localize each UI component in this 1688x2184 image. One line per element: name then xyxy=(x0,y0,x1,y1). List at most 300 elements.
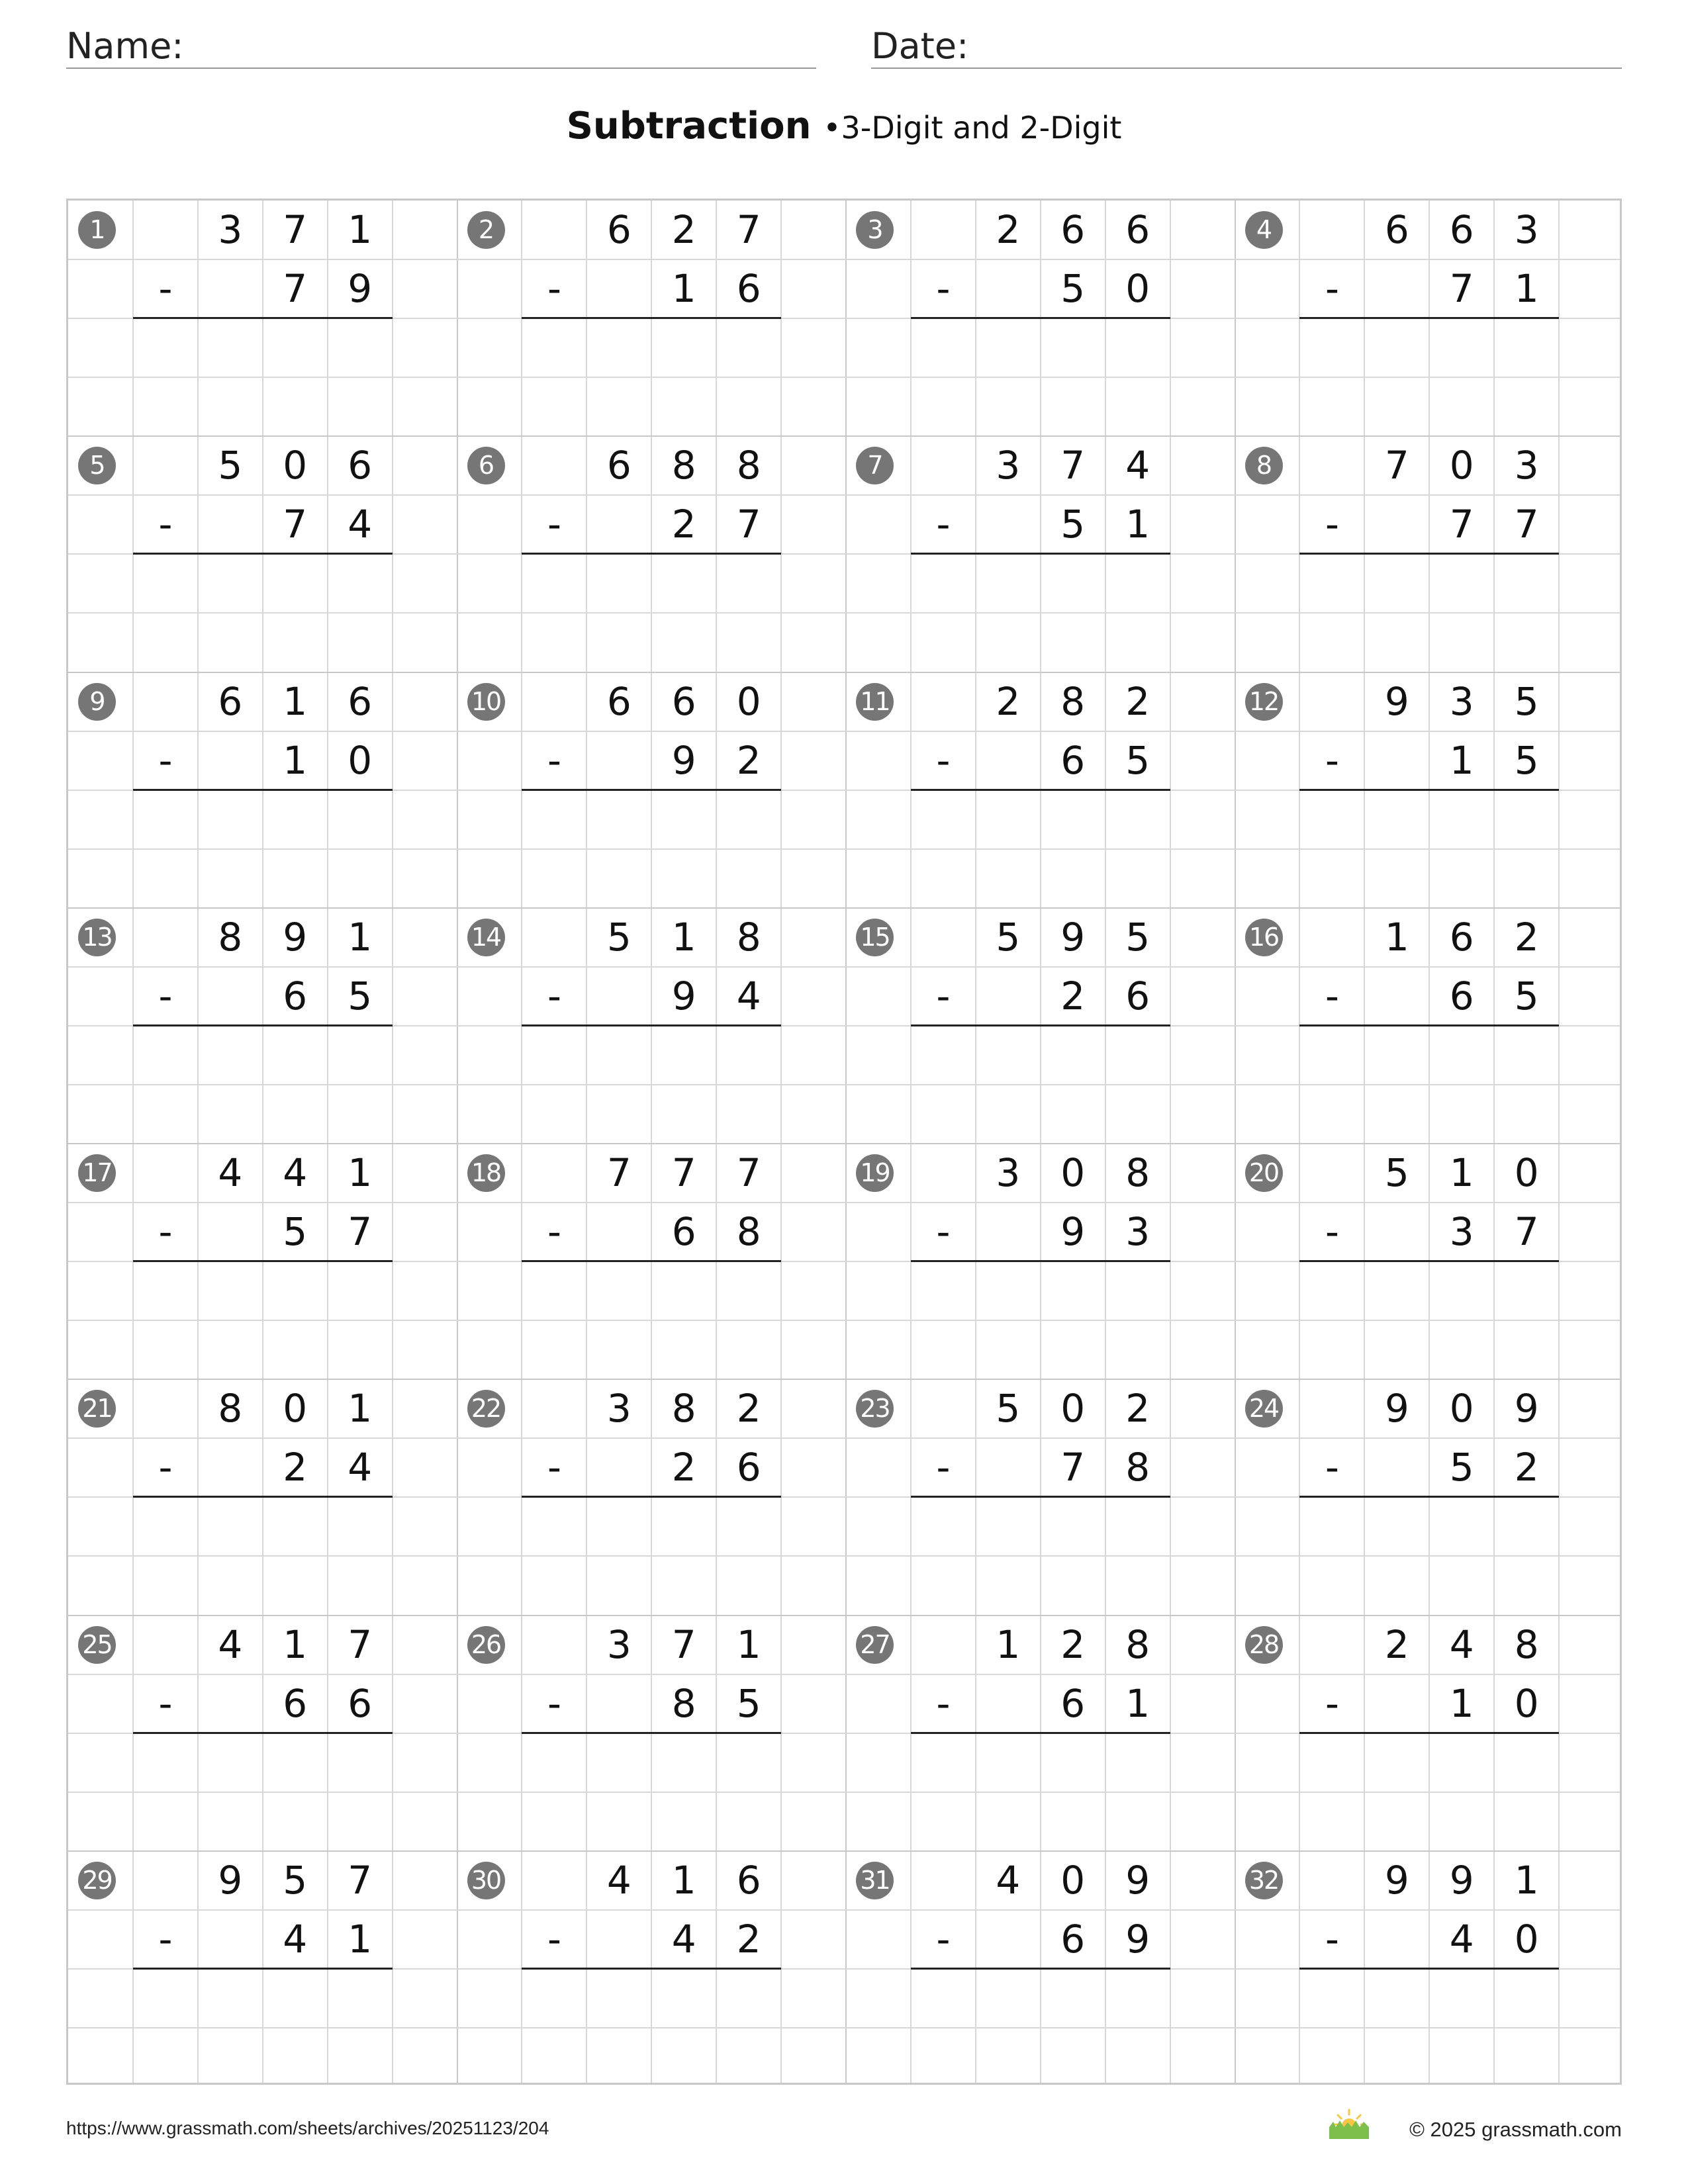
answer-digit-cell[interactable] xyxy=(651,554,716,613)
subtrahend-digit: 4 xyxy=(736,973,761,1019)
problem-number-badge: 29 xyxy=(78,1862,116,1899)
minuend-digit: 6 xyxy=(671,678,696,724)
answer-digit-cell[interactable] xyxy=(1105,1969,1170,2028)
answer-digit-cell[interactable] xyxy=(1041,790,1105,849)
answer-digit-cell[interactable] xyxy=(263,1733,328,1792)
minuend-digit: 6 xyxy=(1060,207,1086,252)
answer-digit-cell[interactable] xyxy=(198,1261,263,1320)
subtrahend-digit: 4 xyxy=(671,1916,696,1962)
problem-16 xyxy=(1235,908,1624,1144)
minuend-digit: 3 xyxy=(606,1621,632,1667)
problem-32 xyxy=(1235,1851,1624,2087)
subtrahend-digit: 5 xyxy=(1449,1445,1474,1490)
minus-sign: - xyxy=(1325,973,1339,1019)
problem-18 xyxy=(457,1144,847,1379)
minus-sign: - xyxy=(158,1209,173,1255)
subtrahend-digit: 7 xyxy=(1514,502,1539,547)
subtrahend-digit: 5 xyxy=(1060,266,1086,312)
minuend-digit: 8 xyxy=(1125,1150,1150,1195)
minus-sign: - xyxy=(1325,502,1339,547)
minuend-digit: 8 xyxy=(1125,1621,1150,1667)
minuend-digit: 4 xyxy=(606,1857,632,1903)
minuend-digit: 1 xyxy=(996,1621,1021,1667)
problem-27 xyxy=(846,1615,1235,1851)
page-title xyxy=(0,105,1688,148)
problem-number-badge: 32 xyxy=(1245,1862,1283,1899)
minuend-digit: 2 xyxy=(1125,1386,1150,1432)
subtrahend-digit: 1 xyxy=(1125,502,1150,547)
answer-digit-cell[interactable] xyxy=(586,1026,651,1085)
subtrahend-digit: 0 xyxy=(1514,1680,1539,1726)
minuend-digit: 6 xyxy=(1384,207,1409,252)
answer-digit-cell[interactable] xyxy=(651,1026,716,1085)
minus-sign: - xyxy=(547,1445,561,1490)
subtrahend-digit: 5 xyxy=(1125,737,1150,783)
answer-digit-cell[interactable] xyxy=(1041,1026,1105,1085)
minuend-digit: 5 xyxy=(283,1857,308,1903)
answer-digit-cell[interactable] xyxy=(1429,1733,1494,1792)
minus-sign: - xyxy=(936,973,951,1019)
minuend-digit: 3 xyxy=(606,1386,632,1432)
minuend-digit: 7 xyxy=(283,207,308,252)
minus-sign: - xyxy=(936,1916,951,1962)
minuend-digit: 6 xyxy=(348,678,373,724)
answer-digit-cell[interactable] xyxy=(586,1497,651,1556)
problem-number-badge: 12 xyxy=(1245,683,1283,721)
answer-digit-cell[interactable] xyxy=(1429,1026,1494,1085)
minuend-digit: 2 xyxy=(1125,678,1150,724)
answer-digit-cell[interactable] xyxy=(1364,554,1429,613)
answer-digit-cell[interactable] xyxy=(586,1733,651,1792)
minus-sign: - xyxy=(547,502,561,547)
minuend-digit: 9 xyxy=(1060,914,1086,960)
problem-22 xyxy=(457,1379,847,1615)
answer-digit-cell[interactable] xyxy=(1429,1969,1494,2028)
minuend-digit: 8 xyxy=(218,1386,243,1432)
problem-15 xyxy=(846,908,1235,1144)
footer-url[interactable]: https://www.grassmath.com/sheets/archives/20251123/204 xyxy=(66,2118,549,2138)
answer-digit-cell[interactable] xyxy=(263,1497,328,1556)
answer-digit-cell[interactable] xyxy=(1364,1026,1429,1085)
answer-digit-cell[interactable] xyxy=(1494,1733,1559,1792)
answer-digit-cell[interactable] xyxy=(716,1733,781,1792)
minuend-digit: 4 xyxy=(218,1621,243,1667)
answer-digit-cell[interactable] xyxy=(1041,318,1105,377)
minus-sign: - xyxy=(936,502,951,547)
minuend-digit: 1 xyxy=(1514,1857,1539,1903)
subtrahend-digit: 2 xyxy=(736,1916,761,1962)
minuend-digit: 4 xyxy=(1449,1621,1474,1667)
minuend-digit: 7 xyxy=(606,1150,632,1195)
minuend-digit: 6 xyxy=(1449,914,1474,960)
subtrahend-digit: 7 xyxy=(1514,1209,1539,1255)
date-field-line[interactable] xyxy=(871,68,1622,69)
answer-digit-cell[interactable] xyxy=(1105,554,1170,613)
problem-19 xyxy=(846,1144,1235,1379)
answer-digit-cell[interactable] xyxy=(1364,1969,1429,2028)
answer-digit-cell[interactable] xyxy=(1429,1261,1494,1320)
subtrahend-digit: 4 xyxy=(283,1916,308,1962)
minuend-digit: 0 xyxy=(1060,1150,1086,1195)
problem-number-badge: 18 xyxy=(467,1154,505,1192)
minuend-digit: 1 xyxy=(736,1621,761,1667)
minuend-digit: 8 xyxy=(671,443,696,488)
minus-sign: - xyxy=(158,737,173,783)
answer-digit-cell[interactable] xyxy=(1364,1733,1429,1792)
minuend-digit: 2 xyxy=(1060,1621,1086,1667)
minuend-digit: 3 xyxy=(218,207,243,252)
answer-digit-cell[interactable] xyxy=(1494,1261,1559,1320)
minus-sign: - xyxy=(547,1209,561,1255)
subtrahend-digit: 6 xyxy=(736,266,761,312)
minuend-digit: 9 xyxy=(1449,1857,1474,1903)
problem-number-badge: 7 xyxy=(856,447,894,484)
answer-digit-cell[interactable] xyxy=(1494,1969,1559,2028)
answer-digit-cell[interactable] xyxy=(976,554,1041,613)
answer-digit-cell[interactable] xyxy=(976,1733,1041,1792)
problem-number-badge: 19 xyxy=(856,1154,894,1192)
minuend-digit: 5 xyxy=(1384,1150,1409,1195)
minuend-digit: 6 xyxy=(606,678,632,724)
answer-digit-cell[interactable] xyxy=(1494,318,1559,377)
minuend-digit: 1 xyxy=(283,1621,308,1667)
answer-digit-cell[interactable] xyxy=(328,1026,393,1085)
minus-sign: - xyxy=(547,973,561,1019)
answer-digit-cell[interactable] xyxy=(198,1497,263,1556)
answer-digit-cell[interactable] xyxy=(328,1733,393,1792)
answer-digit-cell[interactable] xyxy=(1429,318,1494,377)
answer-digit-cell[interactable] xyxy=(651,1497,716,1556)
answer-digit-cell[interactable] xyxy=(1494,790,1559,849)
answer-digit-cell[interactable] xyxy=(263,1969,328,2028)
minuend-digit: 1 xyxy=(348,1150,373,1195)
minus-sign: - xyxy=(547,1680,561,1726)
minuend-digit: 0 xyxy=(283,1386,308,1432)
minuend-digit: 7 xyxy=(348,1621,373,1667)
minuend-digit: 5 xyxy=(1125,914,1150,960)
answer-digit-cell[interactable] xyxy=(586,318,651,377)
problem-12 xyxy=(1235,672,1624,908)
subtrahend-digit: 1 xyxy=(671,266,696,312)
sun-over-grass-icon xyxy=(1328,2106,1370,2139)
problem-5 xyxy=(68,436,457,672)
problem-number-badge: 6 xyxy=(467,447,505,484)
answer-digit-cell[interactable] xyxy=(1105,1733,1170,1792)
minuend-digit: 5 xyxy=(606,914,632,960)
subtrahend-digit: 0 xyxy=(348,737,373,783)
minus-sign: - xyxy=(547,737,561,783)
answer-digit-cell[interactable] xyxy=(716,554,781,613)
minus-sign: - xyxy=(547,1916,561,1962)
problem-10 xyxy=(457,672,847,908)
answer-digit-cell[interactable] xyxy=(263,1261,328,1320)
name-field-line[interactable] xyxy=(66,68,816,69)
answer-digit-cell[interactable] xyxy=(198,554,263,613)
answer-digit-cell[interactable] xyxy=(1429,1497,1494,1556)
answer-digit-cell[interactable] xyxy=(586,554,651,613)
minuend-digit: 4 xyxy=(283,1150,308,1195)
answer-digit-cell[interactable] xyxy=(716,1497,781,1556)
answer-digit-cell[interactable] xyxy=(1041,1969,1105,2028)
minuend-digit: 9 xyxy=(283,914,308,960)
answer-digit-cell[interactable] xyxy=(1429,790,1494,849)
minus-sign: - xyxy=(1325,1209,1339,1255)
answer-digit-cell[interactable] xyxy=(1041,554,1105,613)
problem-14 xyxy=(457,908,847,1144)
answer-digit-cell[interactable] xyxy=(198,1733,263,1792)
minus-sign: - xyxy=(936,1445,951,1490)
minus-sign: - xyxy=(936,266,951,312)
minuend-digit: 6 xyxy=(606,443,632,488)
minuend-digit: 1 xyxy=(348,1386,373,1432)
minuend-digit: 1 xyxy=(283,678,308,724)
answer-digit-cell[interactable] xyxy=(651,318,716,377)
answer-digit-cell[interactable] xyxy=(328,790,393,849)
answer-digit-cell[interactable] xyxy=(976,1497,1041,1556)
problem-2 xyxy=(457,201,847,436)
minus-sign: - xyxy=(1325,1916,1339,1962)
minus-sign: - xyxy=(158,1916,173,1962)
answer-digit-cell[interactable] xyxy=(716,790,781,849)
minuend-digit: 9 xyxy=(1514,1386,1539,1432)
problem-number-badge: 1 xyxy=(78,211,116,249)
problem-26 xyxy=(457,1615,847,1851)
minuend-digit: 8 xyxy=(218,914,243,960)
problem-3 xyxy=(846,201,1235,436)
problem-number-badge: 16 xyxy=(1245,919,1283,956)
subtrahend-digit: 3 xyxy=(1125,1209,1150,1255)
answer-digit-cell[interactable] xyxy=(1494,1497,1559,1556)
subtrahend-digit: 6 xyxy=(348,1680,373,1726)
subtrahend-digit: 6 xyxy=(1060,1916,1086,1962)
minuend-digit: 1 xyxy=(671,1857,696,1903)
minuend-digit: 8 xyxy=(736,443,761,488)
answer-digit-cell[interactable] xyxy=(716,1969,781,2028)
problem-number-badge: 23 xyxy=(856,1390,894,1428)
subtrahend-digit: 5 xyxy=(348,973,373,1019)
answer-digit-cell[interactable] xyxy=(263,790,328,849)
minuend-digit: 4 xyxy=(996,1857,1021,1903)
answer-digit-cell[interactable] xyxy=(976,318,1041,377)
minuend-digit: 2 xyxy=(996,207,1021,252)
subtrahend-digit: 1 xyxy=(1514,266,1539,312)
answer-digit-cell[interactable] xyxy=(1494,1026,1559,1085)
subtrahend-digit: 1 xyxy=(283,737,308,783)
problem-23 xyxy=(846,1379,1235,1615)
problem-number-badge: 22 xyxy=(467,1390,505,1428)
answer-digit-cell[interactable] xyxy=(328,1969,393,2028)
minuend-digit: 8 xyxy=(1060,678,1086,724)
answer-digit-cell[interactable] xyxy=(716,1026,781,1085)
answer-digit-cell[interactable] xyxy=(1364,1497,1429,1556)
problem-number-badge: 8 xyxy=(1245,447,1283,484)
minus-sign: - xyxy=(158,1680,173,1726)
minuend-digit: 6 xyxy=(1125,207,1150,252)
minuend-digit: 7 xyxy=(348,1857,373,1903)
problem-number-badge: 25 xyxy=(78,1626,116,1664)
minuend-digit: 3 xyxy=(1449,678,1474,724)
problem-6 xyxy=(457,436,847,672)
answer-digit-cell[interactable] xyxy=(1041,1261,1105,1320)
minuend-digit: 6 xyxy=(218,678,243,724)
problem-number-badge: 11 xyxy=(856,683,894,721)
minuend-digit: 1 xyxy=(348,914,373,960)
minuend-digit: 3 xyxy=(996,443,1021,488)
subtrahend-digit: 9 xyxy=(348,266,373,312)
minuend-digit: 5 xyxy=(1514,678,1539,724)
subtrahend-digit: 4 xyxy=(348,502,373,547)
problem-number-badge: 30 xyxy=(467,1862,505,1899)
minuend-digit: 3 xyxy=(1514,443,1539,488)
answer-digit-cell[interactable] xyxy=(1105,790,1170,849)
answer-digit-cell[interactable] xyxy=(263,554,328,613)
answer-digit-cell[interactable] xyxy=(716,318,781,377)
minuend-digit: 6 xyxy=(1449,207,1474,252)
answer-digit-cell[interactable] xyxy=(198,1026,263,1085)
problem-number-badge: 21 xyxy=(78,1390,116,1428)
minus-sign: - xyxy=(1325,737,1339,783)
answer-digit-cell[interactable] xyxy=(328,1497,393,1556)
subtrahend-digit: 6 xyxy=(736,1445,761,1490)
subtrahend-digit: 2 xyxy=(1514,1445,1539,1490)
minus-sign: - xyxy=(158,266,173,312)
minus-sign: - xyxy=(1325,1680,1339,1726)
answer-digit-cell[interactable] xyxy=(1364,318,1429,377)
answer-digit-cell[interactable] xyxy=(651,790,716,849)
answer-digit-cell[interactable] xyxy=(1041,1733,1105,1792)
minuend-digit: 9 xyxy=(1384,678,1409,724)
minuend-digit: 0 xyxy=(1449,1386,1474,1432)
subtrahend-digit: 6 xyxy=(283,1680,308,1726)
minuend-digit: 7 xyxy=(1060,443,1086,488)
answer-digit-cell[interactable] xyxy=(328,554,393,613)
minuend-digit: 1 xyxy=(1449,1150,1474,1195)
answer-digit-cell[interactable] xyxy=(1105,1026,1170,1085)
problem-13 xyxy=(68,908,457,1144)
subtrahend-digit: 2 xyxy=(736,737,761,783)
answer-digit-cell[interactable] xyxy=(198,790,263,849)
answer-digit-cell[interactable] xyxy=(1105,1261,1170,1320)
minuend-digit: 9 xyxy=(1384,1857,1409,1903)
answer-digit-cell[interactable] xyxy=(586,1969,651,2028)
subtrahend-digit: 6 xyxy=(1060,1680,1086,1726)
minuend-digit: 2 xyxy=(1514,914,1539,960)
answer-digit-cell[interactable] xyxy=(1494,554,1559,613)
answer-digit-cell[interactable] xyxy=(586,1261,651,1320)
answer-digit-cell[interactable] xyxy=(651,1261,716,1320)
answer-digit-cell[interactable] xyxy=(976,1969,1041,2028)
minuend-digit: 9 xyxy=(1384,1386,1409,1432)
problem-number-badge: 27 xyxy=(856,1626,894,1664)
problem-number-badge: 31 xyxy=(856,1862,894,1899)
minuend-digit: 5 xyxy=(218,443,243,488)
title-subtitle: 3-Digit and 2-Digit xyxy=(841,110,1122,146)
answer-digit-cell[interactable] xyxy=(651,1733,716,1792)
answer-digit-cell[interactable] xyxy=(976,790,1041,849)
problem-28 xyxy=(1235,1615,1624,1851)
subtrahend-digit: 2 xyxy=(283,1445,308,1490)
minus-sign: - xyxy=(936,737,951,783)
minus-sign: - xyxy=(158,973,173,1019)
problem-4 xyxy=(1235,201,1624,436)
subtrahend-digit: 1 xyxy=(1449,737,1474,783)
minuend-digit: 0 xyxy=(283,443,308,488)
minuend-digit: 2 xyxy=(736,1386,761,1432)
minuend-digit: 3 xyxy=(996,1150,1021,1195)
problem-24 xyxy=(1235,1379,1624,1615)
date-label: Date: xyxy=(871,25,969,67)
answer-digit-cell[interactable] xyxy=(1364,1261,1429,1320)
footer-copyright: © 2025 grassmath.com xyxy=(1409,2118,1622,2141)
name-label: Name: xyxy=(66,25,184,67)
minuend-digit: 9 xyxy=(1125,1857,1150,1903)
worksheet-grid xyxy=(66,199,1622,2085)
subtrahend-digit: 2 xyxy=(1060,973,1086,1019)
answer-digit-cell[interactable] xyxy=(328,1261,393,1320)
subtrahend-digit: 1 xyxy=(348,1916,373,1962)
problem-25 xyxy=(68,1615,457,1851)
problem-1 xyxy=(68,201,457,436)
subtrahend-digit: 6 xyxy=(283,973,308,1019)
minuend-digit: 3 xyxy=(1514,207,1539,252)
minuend-digit: 9 xyxy=(218,1857,243,1903)
answer-digit-cell[interactable] xyxy=(1429,554,1494,613)
minuend-digit: 7 xyxy=(736,207,761,252)
problem-number-badge: 28 xyxy=(1245,1626,1283,1664)
problem-31 xyxy=(846,1851,1235,2087)
minuend-digit: 2 xyxy=(996,678,1021,724)
answer-digit-cell[interactable] xyxy=(976,1026,1041,1085)
minuend-digit: 6 xyxy=(606,207,632,252)
subtrahend-digit: 7 xyxy=(348,1209,373,1255)
answer-digit-cell[interactable] xyxy=(651,1969,716,2028)
problem-number-badge: 13 xyxy=(78,919,116,956)
minuend-digit: 7 xyxy=(671,1621,696,1667)
subtrahend-digit: 0 xyxy=(1514,1916,1539,1962)
subtrahend-digit: 1 xyxy=(1125,1680,1150,1726)
subtrahend-digit: 5 xyxy=(1060,502,1086,547)
answer-digit-cell[interactable] xyxy=(1105,1497,1170,1556)
minuend-digit: 1 xyxy=(1384,914,1409,960)
answer-digit-cell[interactable] xyxy=(1105,318,1170,377)
answer-digit-cell[interactable] xyxy=(263,318,328,377)
problem-number-badge: 4 xyxy=(1245,211,1283,249)
problem-number-badge: 9 xyxy=(78,683,116,721)
answer-digit-cell[interactable] xyxy=(198,318,263,377)
minus-sign: - xyxy=(158,1445,173,1490)
answer-digit-cell[interactable] xyxy=(716,1261,781,1320)
subtrahend-digit: 7 xyxy=(283,266,308,312)
answer-digit-cell[interactable] xyxy=(198,1969,263,2028)
answer-digit-cell[interactable] xyxy=(1364,790,1429,849)
answer-digit-cell[interactable] xyxy=(263,1026,328,1085)
minus-sign: - xyxy=(158,502,173,547)
minus-sign: - xyxy=(1325,266,1339,312)
answer-digit-cell[interactable] xyxy=(328,318,393,377)
minuend-digit: 8 xyxy=(736,914,761,960)
problem-7 xyxy=(846,436,1235,672)
problem-number-badge: 17 xyxy=(78,1154,116,1192)
problem-number-badge: 3 xyxy=(856,211,894,249)
problem-21 xyxy=(68,1379,457,1615)
problem-number-badge: 2 xyxy=(467,211,505,249)
subtrahend-digit: 6 xyxy=(671,1209,696,1255)
answer-digit-cell[interactable] xyxy=(976,1261,1041,1320)
problem-number-badge: 20 xyxy=(1245,1154,1283,1192)
answer-digit-cell[interactable] xyxy=(1041,1497,1105,1556)
subtrahend-digit: 9 xyxy=(671,973,696,1019)
answer-digit-cell[interactable] xyxy=(586,790,651,849)
